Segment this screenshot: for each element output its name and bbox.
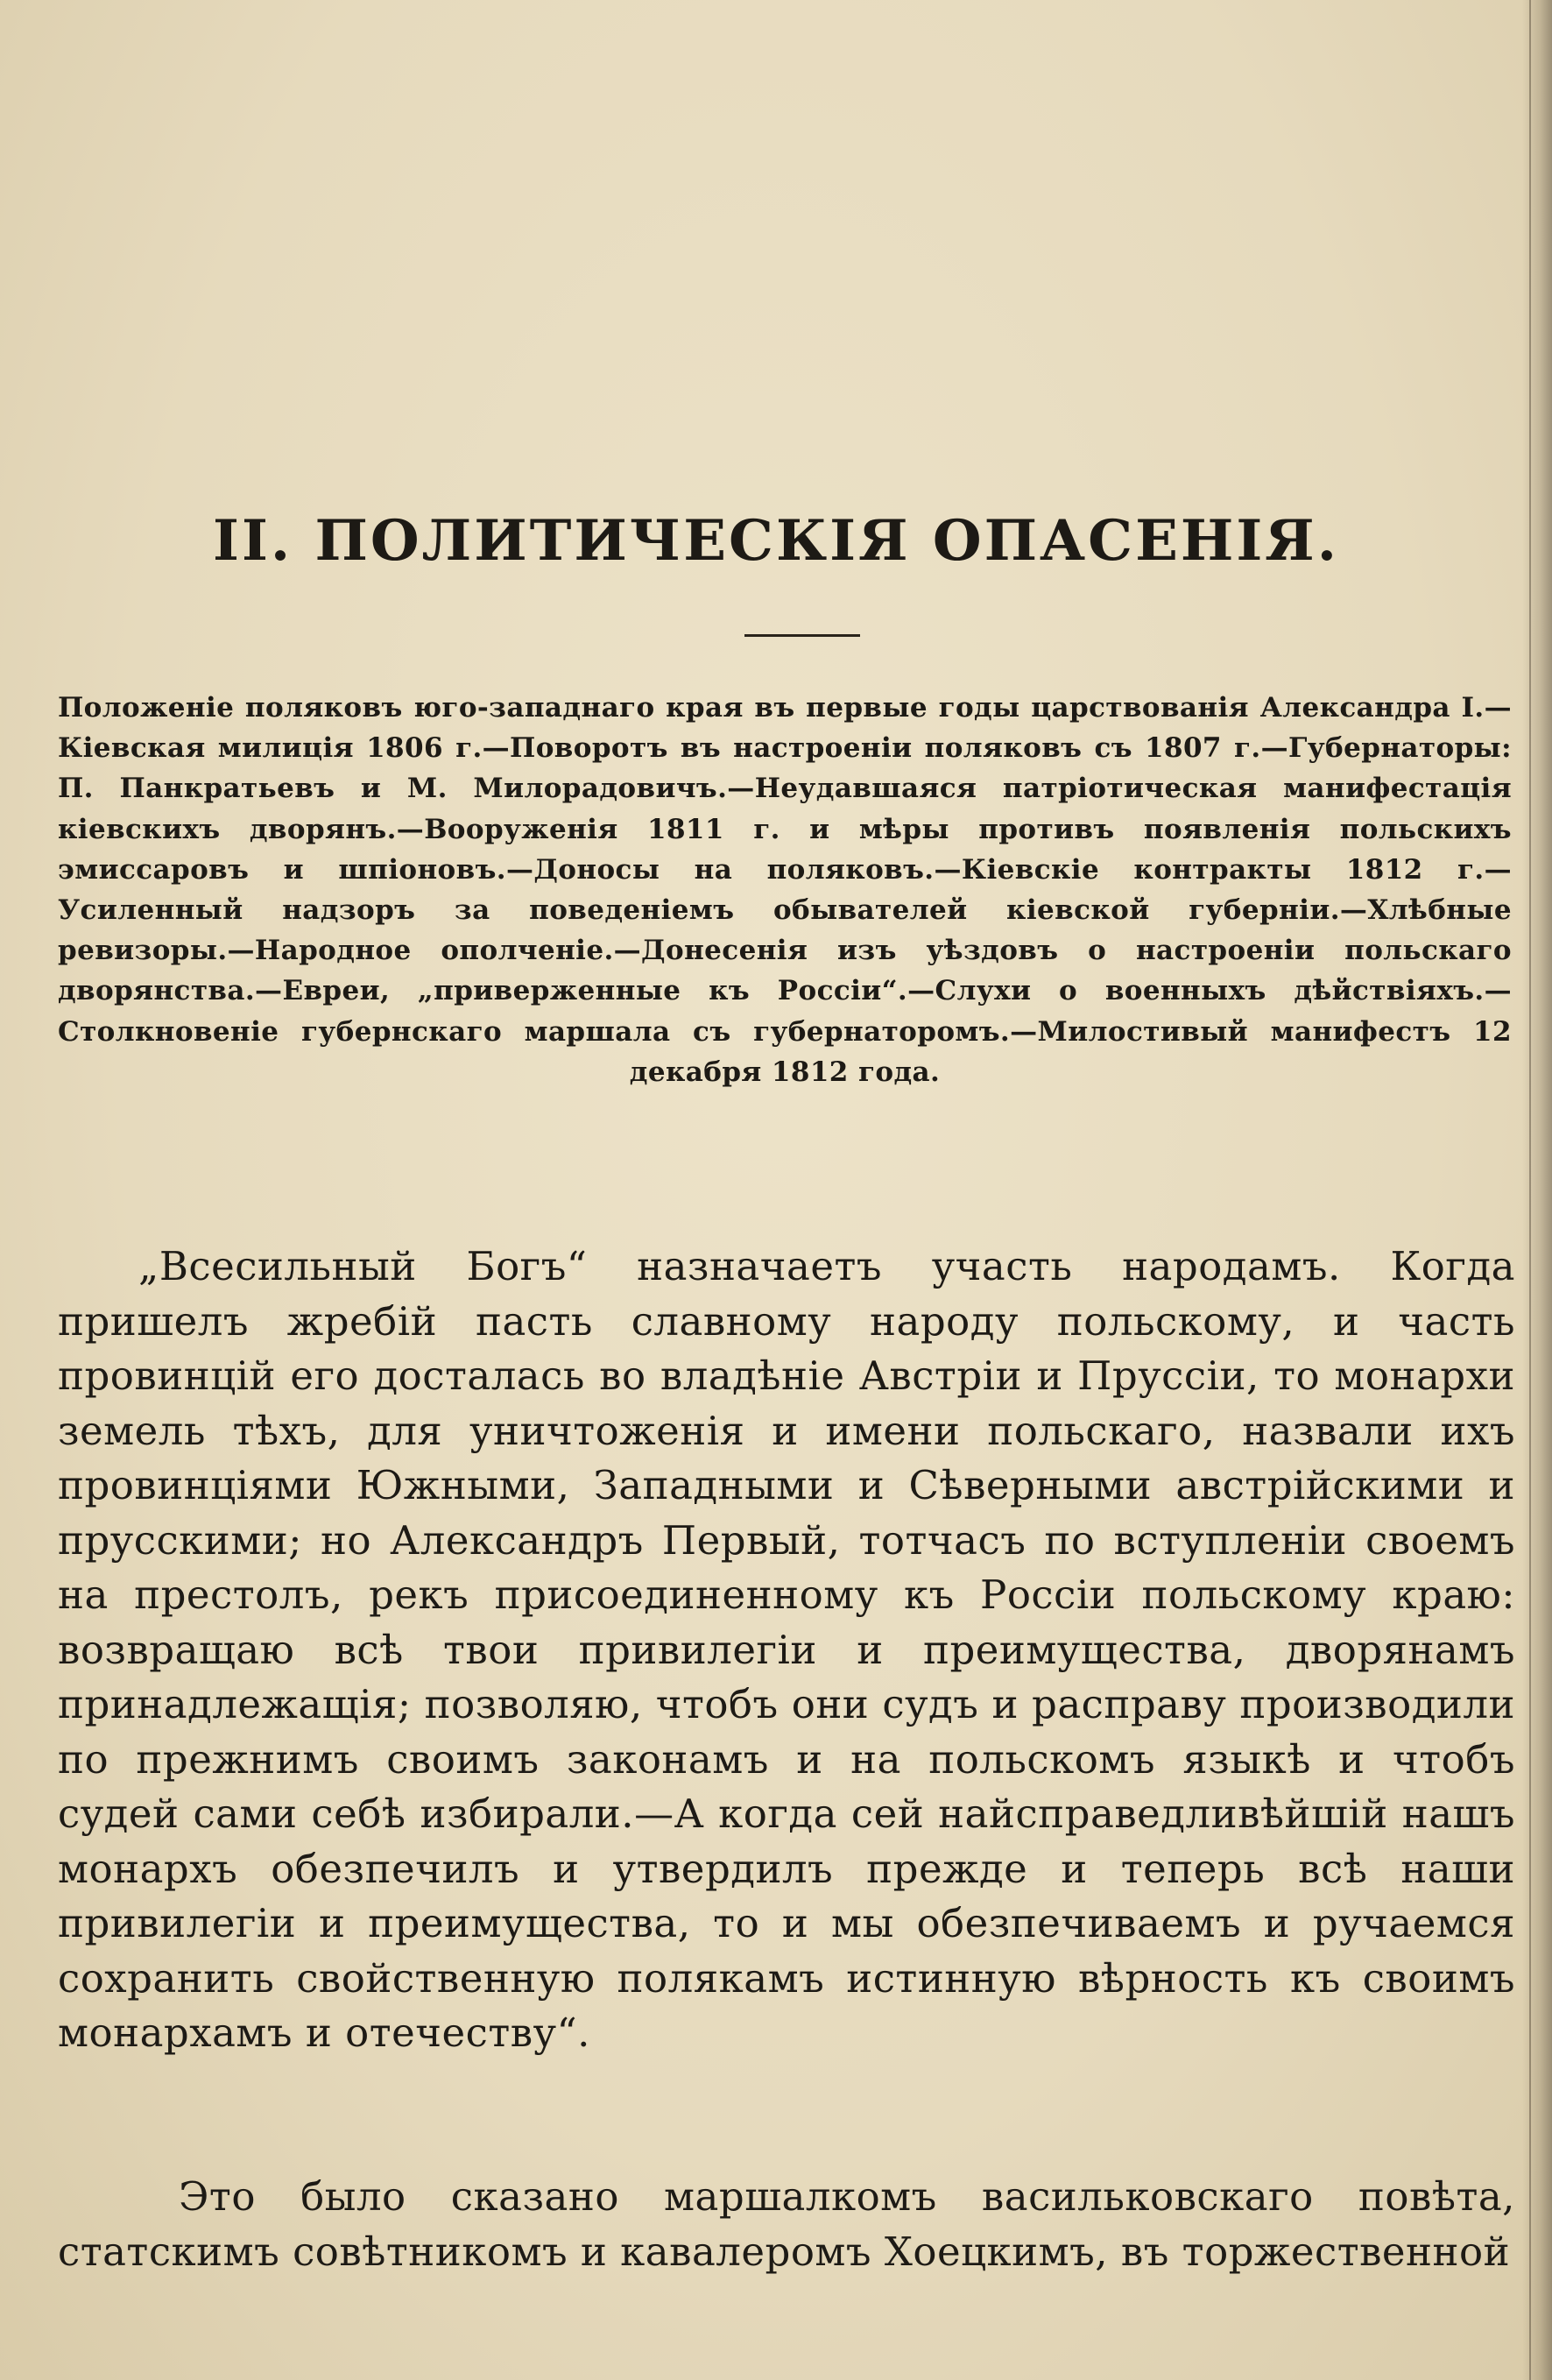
- page-edge-shadow: [1522, 0, 1552, 2380]
- title-divider: [744, 634, 860, 637]
- body-paragraph-2: Это было сказано маршалкомъ васильковскаго повѣта, статскимъ совѣтникомъ и кавалеромъ Хоецкимъ, въ торжественной: [58, 2173, 1515, 2275]
- page-edge-line: [1529, 0, 1531, 2380]
- chapter-summary: Положеніе поляковъ юго-западнаго края въ первые годы царствованія Александра I.—Кіевская милиція 1806 г.—Поворотъ въ настроеніи поляковъ съ 1807 г.—Губернаторы: П. Панкратьевъ и М. Милорадовичъ.—Неудавшаяся патріотическая манифестація кіевскихъ дворянъ.—Вооруженія 1811 г. и мѣры противъ появленія польскихъ эмиссаровъ и шпіоновъ.—Доносы на поляковъ.—Кіевскіе контракты 1812 г.—Усиленный надзоръ за поведеніемъ обывателей кіевской губерніи.—Хлѣбные ревизоры.—Народное ополченіе.—Донесенія изъ уѣздовъ о настроеніи польскаго дворянства.—Евреи, „приверженные къ Россіи“.—Слухи о военныхъ дѣйствіяхъ.—Столкновеніе губернскаго маршала съ губернаторомъ.—Милостивый манифестъ 12 декабря 1812 года.: [58, 692, 1512, 1088]
- body-paragraph-1: „Всесильный Богъ“ назначаетъ участь народамъ. Когда пришелъ жребій пасть славному народу польскому, и часть провинцій его досталась во владѣніе Австріи и Пруссіи, то монархи земель тѣхъ, для уничтоженія и имени польскаго, назвали ихъ провинціями Южными, Западными и Сѣверными австрійскими и прусскими; но Александръ Первый, тотчасъ по вступленіи своемъ на престолъ, рекъ присоединенному къ Россіи польскому краю: возвращаю всѣ твои привилегіи и преимущества, дворянамъ принадлежащія; позволяю, чтобъ они судъ и расправу производили по прежнимъ своимъ законамъ и на польскомъ языкѣ и чтобъ судей сами себѣ избирали.—А когда сей найсправедливѣйшій нашъ монархъ обезпечилъ и утвердилъ прежде и теперь всѣ наши привилегіи и преимущества, то и мы обезпечиваемъ и ручаемся сохранить свойственную полякамъ истинную вѣрность къ своимъ монархамъ и отечеству“.: [58, 1243, 1515, 2056]
- chapter-title: II. ПОЛИТИЧЕСКІЯ ОПАСЕНІЯ.: [213, 508, 1339, 574]
